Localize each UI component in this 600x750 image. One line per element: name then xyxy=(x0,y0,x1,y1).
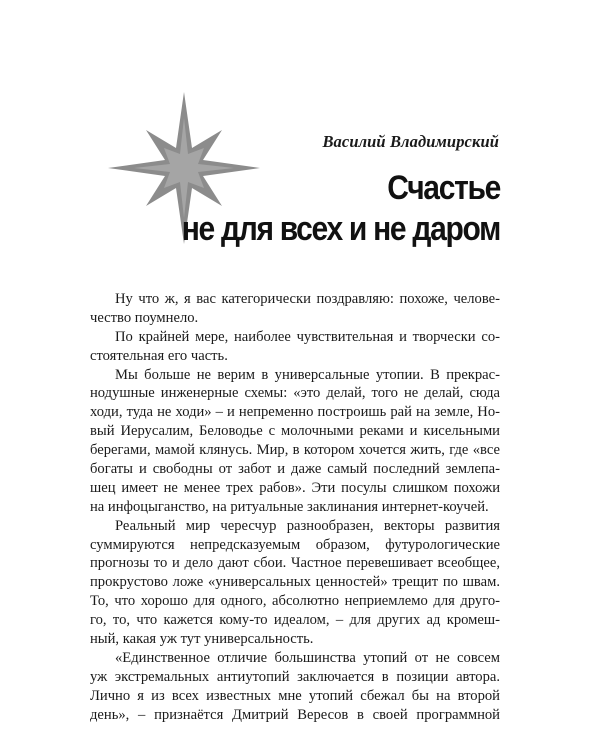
paragraph xyxy=(90,290,500,328)
text-line: стоятельная его часть. xyxy=(90,347,228,364)
text-line: шец имеет не менее трех рабов». Эти посулы слишком похожи xyxy=(90,479,500,496)
text-line: уж экстремальных антиутопий заключается в позиции автора. xyxy=(90,668,500,685)
text-line: ный, какая уж тут универсальность. xyxy=(90,631,314,648)
text-line: Ну что ж, я вас категорически поздравляю: похоже, челове- xyxy=(115,291,500,307)
text-line: прогнозы то и дело дают сбои. Частное перевешивает всеобщее, xyxy=(90,555,500,572)
text-line: Мы больше не верим в универсальные утопии. В прекрас- xyxy=(115,366,500,383)
paragraph xyxy=(90,649,500,725)
article-title xyxy=(182,168,500,250)
article-body xyxy=(90,290,500,724)
text-line: Лично я из всех известных мне утопий сбежал бы на второй xyxy=(90,687,500,704)
text-line: на инфоцыганство, на ритуальные заклинания интернет-коучей. xyxy=(90,498,489,515)
title-line-1: Счастье xyxy=(387,169,500,207)
paragraph xyxy=(90,366,500,517)
text-line: нодушные инженерные схемы: «это делай, того не делай, сюда xyxy=(90,385,500,402)
text-line: берегами, мамой клянусь. Мир, в котором хочется жить, где «все xyxy=(90,442,500,459)
paragraph xyxy=(90,328,500,366)
text-line: чество поумнело. xyxy=(90,309,199,326)
text-line: Реальный мир чересчур разнообразен, векторы развития xyxy=(115,517,500,534)
text-line: богаты и свободны от забот и даже самый последний землепа- xyxy=(90,461,500,478)
text-line: день», – признаётся Дмитрий Вересов в своей программной xyxy=(90,706,500,723)
text-line: «Единственное отличие большинства утопий от не совсем xyxy=(115,649,500,666)
author-name: Василий Владимирский xyxy=(322,132,499,151)
text-line: го, то, что кажется кому-то идеалом, – для других ад кромеш- xyxy=(90,612,500,629)
text-line: суммируются непредсказуемым образом, футурологические xyxy=(90,536,500,553)
title-line-2: не для всех и не даром xyxy=(181,210,500,248)
text-line: ходи, туда не ходи» – и непременно построишь рай на земле, Но- xyxy=(90,404,500,421)
text-line: То, что хорошо для одного, абсолютно неприемлемо для друго- xyxy=(90,593,500,610)
text-line: вый Иерусалим, Беловодье с молочными реками и кисельными xyxy=(90,423,500,440)
text-line: По крайней мере, наиболее чувствительная и творчески со- xyxy=(115,328,500,345)
paragraph xyxy=(90,517,500,649)
text-line: прокрустово ложе «универсальных ценностей» трещит по швам. xyxy=(90,574,500,591)
